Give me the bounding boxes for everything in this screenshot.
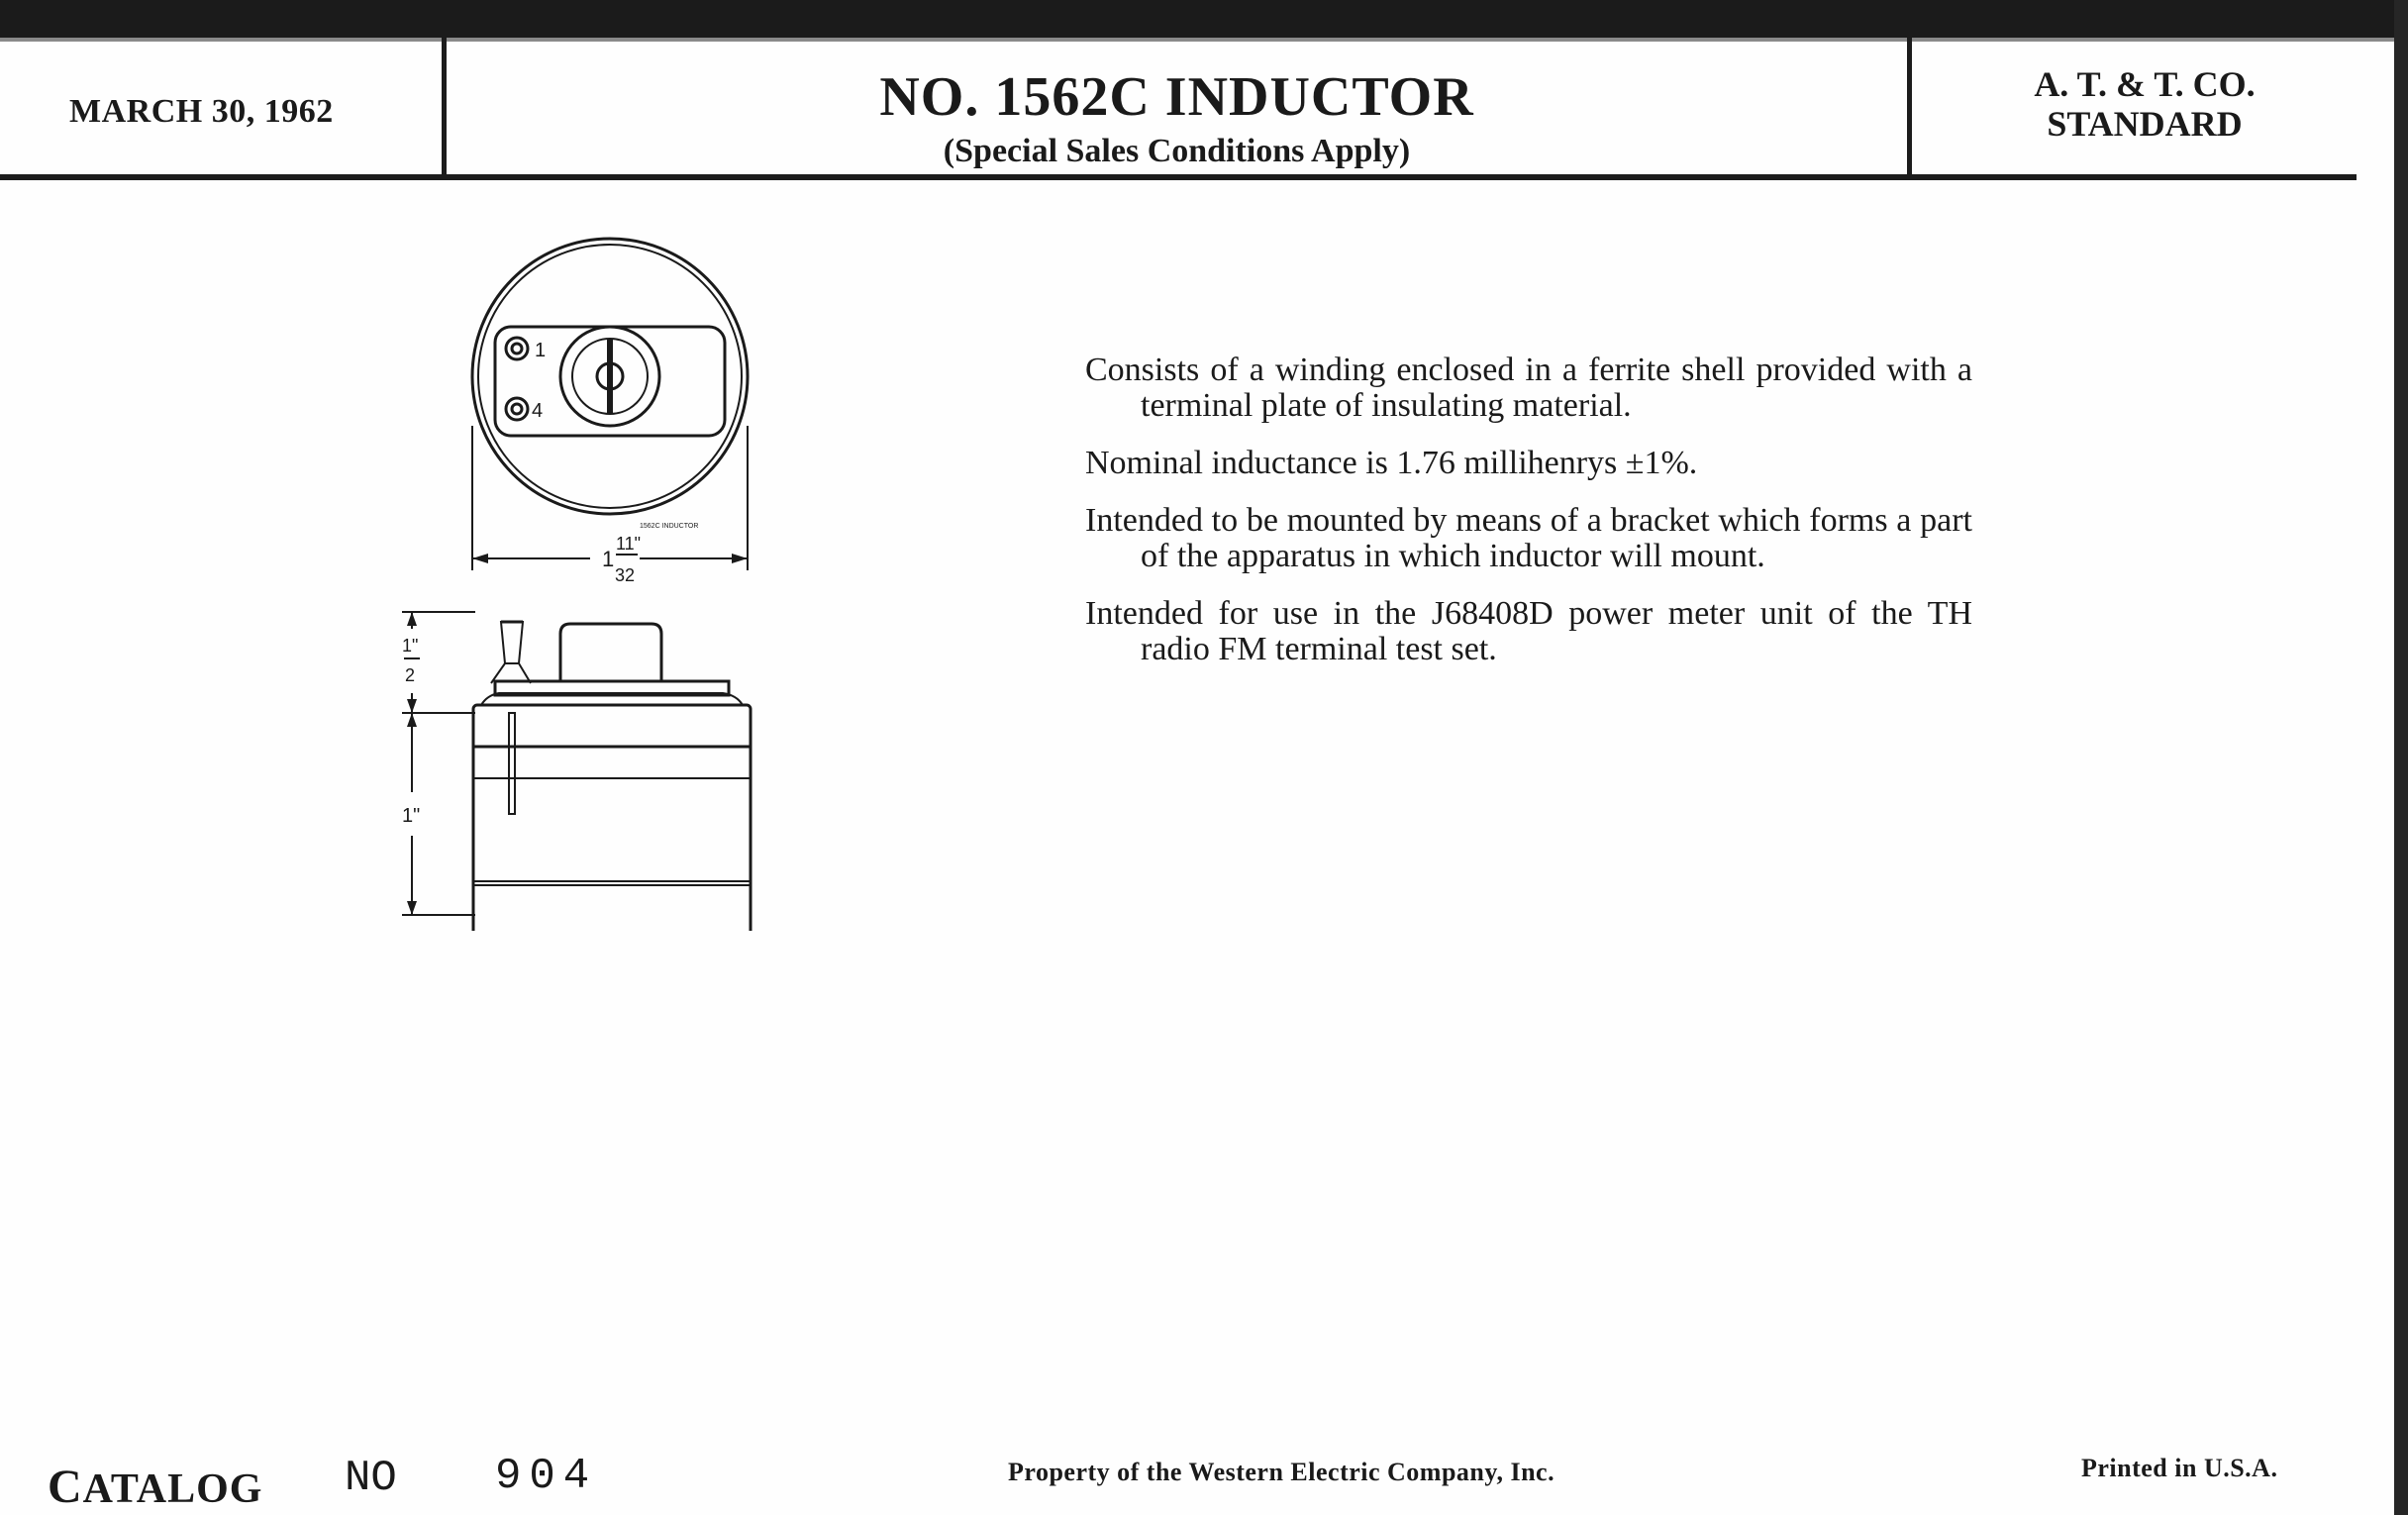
height-top-numerator: 1": [402, 636, 419, 656]
page-title: NO. 1562C INDUCTOR: [879, 66, 1474, 128]
description-paragraph: Intended to be mounted by means of a bracket which forms a part of the apparatus in which inductor will mount.: [1085, 502, 1972, 574]
terminal-1-inner: [512, 344, 522, 354]
catalog-label-rest: ATALOG: [82, 1466, 263, 1512]
catalog-label: [48, 1460, 262, 1514]
terminal-4-inner: [512, 404, 522, 414]
terminal-1-outer: [506, 338, 528, 359]
diameter-whole: 1: [602, 547, 615, 571]
description-paragraph: Intended for use in the J68408D power meter unit of the TH radio FM terminal test set.: [1085, 595, 1972, 667]
header-rule: [0, 174, 2357, 180]
printed-notice: Printed in U.S.A.: [2081, 1454, 2278, 1482]
catalog-label-initial: C: [48, 1461, 83, 1513]
description: [1085, 353, 1972, 689]
height-arrow-1: [407, 612, 417, 626]
card-edge: [0, 38, 2394, 42]
issue-date: MARCH 30, 1962: [69, 93, 334, 130]
height-arrow-4: [407, 901, 417, 915]
side-terminal-post: [501, 622, 523, 663]
plate-marking: 1562C INDUCTOR: [640, 523, 699, 530]
terminal-1-label: 1: [535, 340, 547, 361]
scan-right-border: [2394, 0, 2408, 1515]
standard-label: STANDARD: [2047, 104, 2243, 144]
terminal-4-label: 4: [532, 400, 544, 422]
height-top-denominator: 2: [405, 665, 416, 685]
inductor-drawing-svg: [396, 228, 772, 931]
height-arrow-3: [407, 713, 417, 727]
diameter-denominator: 32: [615, 565, 636, 585]
inductor-drawing: [396, 228, 772, 931]
description-paragraph: Consists of a winding enclosed in a ferrite shell provided with a terminal plate of insulating material.: [1085, 352, 1972, 424]
standard-org: A. T. & T. CO.: [2034, 64, 2256, 104]
terminal-4-outer: [506, 398, 528, 420]
page-subtitle: (Special Sales Conditions Apply): [943, 133, 1411, 169]
description-paragraph: Nominal inductance is 1.76 millihenrys ±1%.: [1085, 445, 1698, 481]
side-core-dome: [560, 624, 661, 681]
height-body-label: 1": [402, 805, 421, 827]
dim-arrow-right: [732, 554, 748, 563]
catalog-no-label: NO: [345, 1454, 397, 1503]
dim-arrow-left: [472, 554, 488, 563]
scan-top-border: [0, 0, 2408, 38]
height-arrow-2: [407, 699, 417, 713]
catalog-number: 904: [495, 1452, 598, 1501]
property-notice: Property of the Western Electric Company, Inc.: [1008, 1458, 1555, 1486]
side-guide: [509, 713, 515, 814]
diameter-numerator: 11": [616, 534, 642, 554]
